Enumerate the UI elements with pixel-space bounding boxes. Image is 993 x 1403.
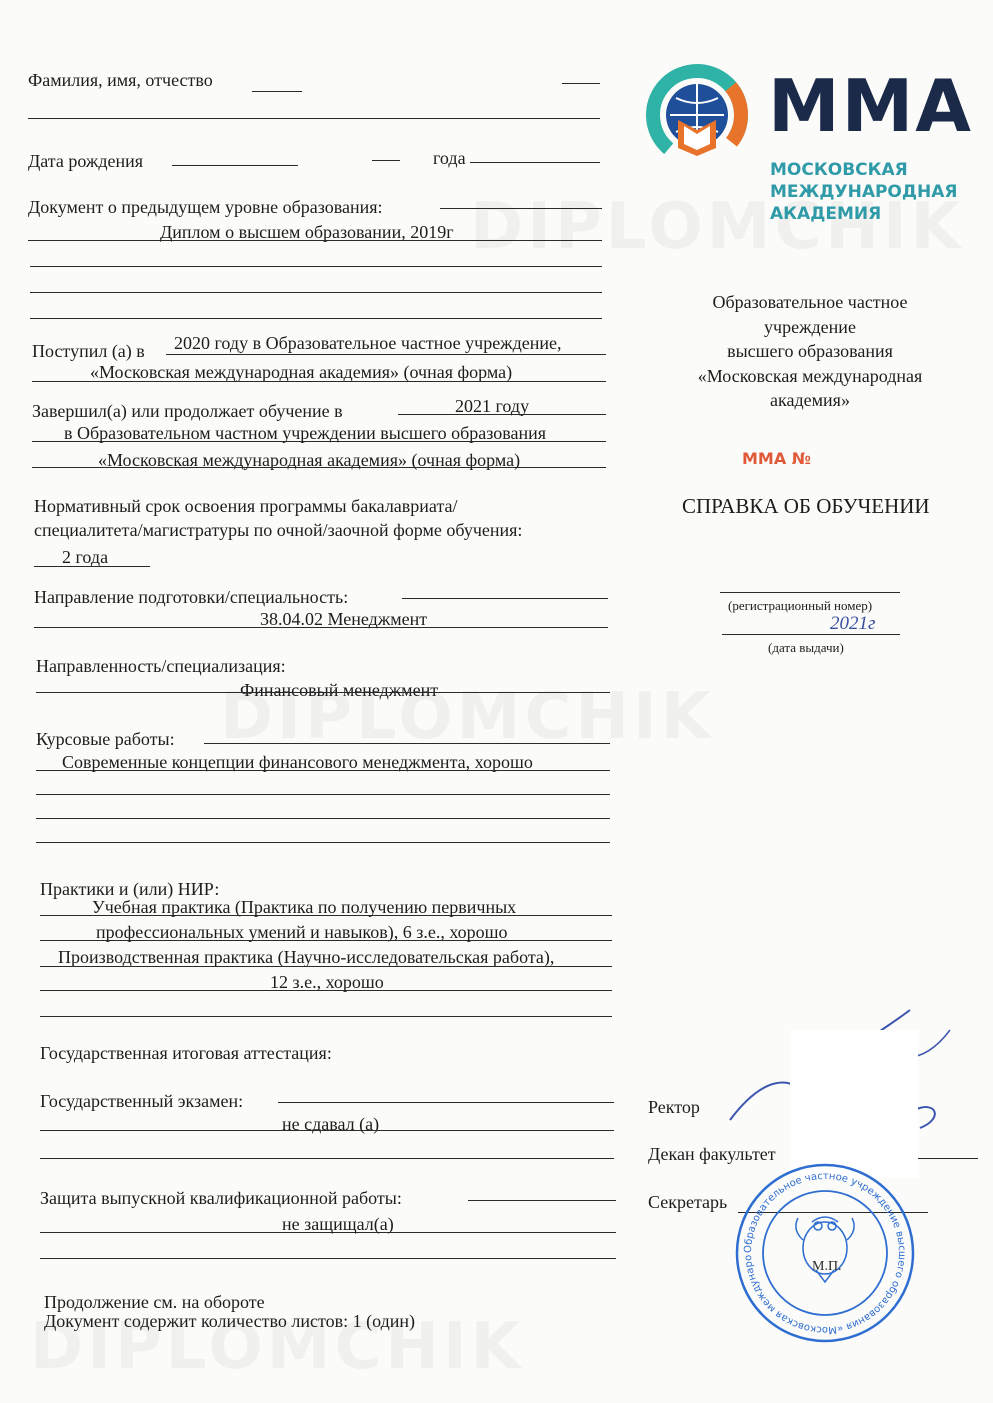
coursework-line xyxy=(36,794,610,795)
spec-line xyxy=(36,692,610,693)
practice-label: Практики и (или) НИР: xyxy=(40,879,220,899)
stamp-mp: М.П. xyxy=(812,1259,842,1274)
redaction-box xyxy=(790,1030,918,1178)
practice-line xyxy=(40,966,612,967)
coursework-line xyxy=(36,770,610,771)
coursework-line xyxy=(36,818,610,819)
norm-value: 2 года xyxy=(62,547,109,567)
institution-line: Образовательное частное xyxy=(712,292,908,312)
prev-doc-label: Документ о предыдущем уровне образования: xyxy=(28,197,383,217)
prev-doc-line xyxy=(30,318,602,319)
prev-doc-line xyxy=(440,208,602,209)
spec-value: Финансовый менеджмент xyxy=(240,680,439,700)
logo-line: МОСКОВСКАЯ xyxy=(770,160,908,180)
academy-logo xyxy=(640,58,974,238)
institution-name xyxy=(660,290,960,413)
reg-number-caption: (регистрационный номер) xyxy=(728,598,873,613)
thesis-line xyxy=(468,1200,616,1201)
prev-doc-line xyxy=(30,266,602,267)
admitted-value: 2020 году в Образовательное частное учреждение, xyxy=(174,333,562,353)
direction-value: 38.04.02 Менеджмент xyxy=(260,609,428,629)
norm-line xyxy=(34,566,150,567)
sheets-count: Документ содержит количество листов: 1 (один) xyxy=(44,1311,416,1331)
institution-line: учреждение xyxy=(764,316,856,337)
document-number-label: ММА № xyxy=(742,449,812,468)
practice-value: 12 з.е., хорошо xyxy=(270,972,384,992)
institution-line: «Московская международная xyxy=(697,365,923,386)
gia-label: Государственная итоговая аттестация: xyxy=(40,1043,332,1063)
fio-line xyxy=(252,91,302,92)
prev-doc-line xyxy=(30,292,602,293)
document-title: СПРАВКА ОБ ОБУЧЕНИИ xyxy=(682,494,930,518)
coursework-line xyxy=(204,743,610,744)
direction-line xyxy=(34,627,608,628)
direction-label: Направление подготовки/специальность: xyxy=(34,587,349,607)
rector-label: Ректор xyxy=(648,1097,700,1117)
stamp-ring-text: Образовательное частное учреждение высшего образования «Московская междунаро xyxy=(742,1170,908,1336)
thesis-value: не защищал(а) xyxy=(282,1214,394,1234)
fio-line xyxy=(562,83,600,84)
birth-label: Дата рождения xyxy=(28,151,144,171)
norm-label: Нормативный срок освоения программы бакалавриата/ xyxy=(34,496,458,516)
prev-doc-value: Диплом о высшем образовании, 2019г xyxy=(160,222,454,242)
exam-line xyxy=(278,1102,614,1103)
direction-line xyxy=(402,598,608,599)
birth-line xyxy=(372,160,400,161)
exam-value: не сдавал (а) xyxy=(282,1114,380,1134)
secretary-label: Секретарь xyxy=(648,1192,728,1212)
birth-year-word: года xyxy=(433,148,466,168)
institution-line: академия» xyxy=(770,390,850,410)
issue-date-caption: (дата выдачи) xyxy=(768,640,844,655)
logo-line: МЕЖДУНАРОДНАЯ xyxy=(770,182,958,202)
birth-line xyxy=(470,162,600,163)
finished-year: 2021 году xyxy=(455,396,530,416)
finished-line xyxy=(398,414,606,415)
thesis-line xyxy=(40,1258,616,1259)
admitted-line xyxy=(32,381,606,382)
fio-label: Фамилия, имя, отчество xyxy=(28,70,213,90)
logo-abbreviation: ММА xyxy=(768,64,974,148)
prev-doc-line xyxy=(28,240,602,241)
issue-date-value: 2021г xyxy=(830,613,876,634)
finished-value: «Московская международная академия» (очная форма) xyxy=(98,450,521,470)
logo-line: АКАДЕМИЯ xyxy=(770,204,882,224)
exam-label: Государственный экзамен: xyxy=(40,1091,244,1111)
admitted-value: «Московская международная академия» (очная форма) xyxy=(90,362,513,382)
exam-line xyxy=(40,1130,614,1131)
practice-line xyxy=(40,915,612,916)
finished-line xyxy=(32,467,606,468)
coursework-line xyxy=(36,842,610,843)
institution-line: высшего образования xyxy=(727,341,893,361)
birth-line xyxy=(172,165,298,166)
exam-line xyxy=(40,1158,614,1159)
admitted-line xyxy=(166,354,606,355)
spec-label: Направленность/специализация: xyxy=(36,656,286,676)
practice-value: профессиональных умений и навыков), 6 з.е., хорошо xyxy=(96,922,508,942)
continuation-note: Продолжение см. на обороте xyxy=(44,1292,265,1312)
dean-label: Декан факультет xyxy=(648,1144,776,1164)
thesis-line xyxy=(40,1232,616,1233)
practice-line xyxy=(40,990,612,991)
practice-line xyxy=(40,940,612,941)
practice-value: Производственная практика (Научно-исследовательская работа), xyxy=(58,947,555,967)
norm-label: специалитета/магистратуры по очной/заочной форме обучения: xyxy=(34,520,523,540)
globe-book-icon xyxy=(640,58,755,173)
finished-label: Завершил(а) или продолжает обучение в xyxy=(32,401,343,421)
fio-line xyxy=(28,118,600,119)
reg-number-line xyxy=(720,592,900,593)
finished-value: в Образовательном частном учреждении высшего образования xyxy=(64,423,547,443)
coursework-value: Современные концепции финансового менеджмента, хорошо xyxy=(62,752,533,772)
practice-line xyxy=(40,1016,612,1017)
admitted-label: Поступил (а) в xyxy=(32,341,145,361)
official-stamp xyxy=(732,1160,918,1346)
coursework-label: Курсовые работы: xyxy=(36,729,175,749)
finished-line xyxy=(32,441,606,442)
thesis-label: Защита выпускной квалификационной работы: xyxy=(40,1188,402,1208)
issue-date-line xyxy=(722,634,900,635)
practice-value: Учебная практика (Практика по получению первичных xyxy=(92,897,517,917)
